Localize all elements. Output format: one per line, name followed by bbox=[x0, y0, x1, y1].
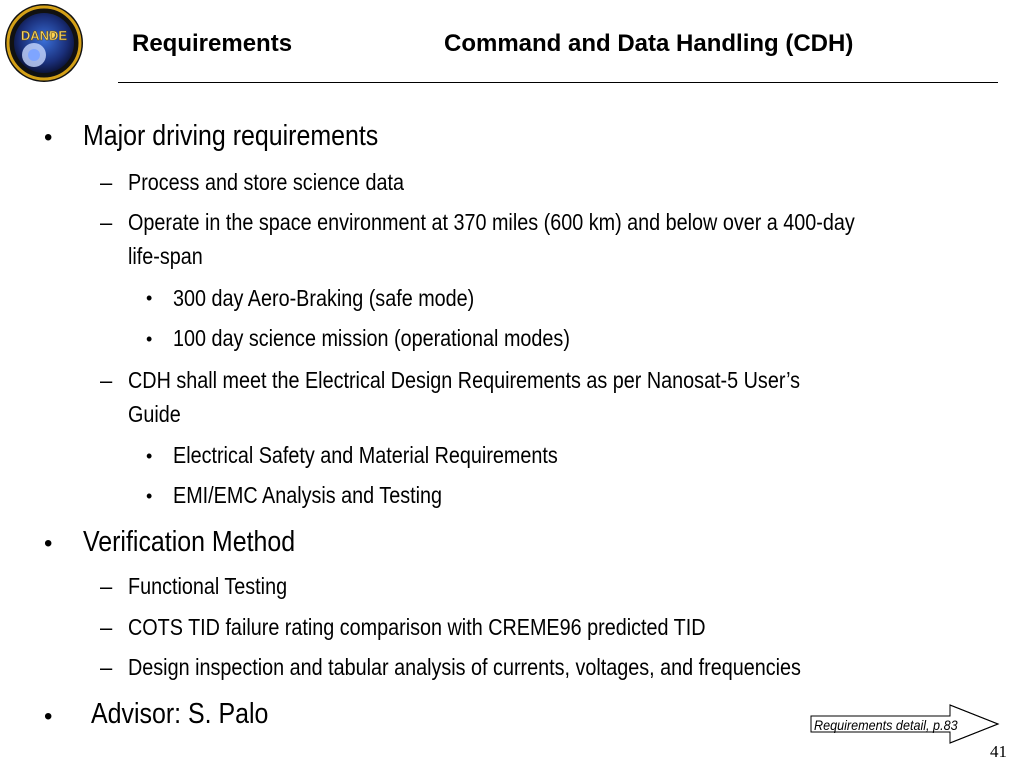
bullet-marker: • bbox=[44, 703, 53, 730]
bullet-marker: • bbox=[146, 288, 153, 308]
req-science-mission: 100 day science mission (operational modes) bbox=[173, 325, 570, 351]
bullet-marker: • bbox=[44, 124, 53, 151]
bullet-major-requirements: Major driving requirements bbox=[83, 120, 379, 152]
bullet-verification-method: Verification Method bbox=[83, 526, 296, 558]
req-process-store: Process and store science data bbox=[128, 169, 404, 195]
dash-marker: – bbox=[100, 615, 113, 640]
req-space-env-line1: Operate in the space environment at 370 miles (600 km) and below over a 400-day bbox=[128, 209, 855, 235]
bullet-advisor: Advisor: S. Palo bbox=[91, 698, 269, 730]
ver-cots-tid: COTS TID failure rating comparison with CREME96 predicted TID bbox=[128, 614, 706, 640]
page-number: 41 bbox=[990, 742, 1007, 761]
req-aero-braking: 300 day Aero-Braking (safe mode) bbox=[173, 285, 475, 311]
requirements-detail-link[interactable]: Requirements detail, p.83 bbox=[814, 717, 958, 733]
bullet-marker: • bbox=[146, 486, 153, 506]
svg-text:DANDE: DANDE bbox=[20, 28, 68, 43]
dash-marker: – bbox=[100, 574, 113, 599]
dash-marker: – bbox=[100, 655, 113, 680]
slide-title: Command and Data Handling (CDH) bbox=[444, 30, 854, 57]
dash-marker: – bbox=[100, 368, 113, 393]
bullet-marker: • bbox=[44, 530, 53, 557]
slide-section-title: Requirements bbox=[132, 30, 293, 57]
dash-marker: – bbox=[100, 170, 113, 195]
bullet-marker: • bbox=[146, 329, 153, 349]
ver-design-inspection: Design inspection and tabular analysis of currents, voltages, and frequencies bbox=[128, 654, 801, 680]
bullet-marker: • bbox=[146, 446, 153, 466]
req-electrical-line1: CDH shall meet the Electrical Design Requirements as per Nanosat-5 User’s bbox=[128, 367, 801, 393]
req-space-env-line2: life-span bbox=[128, 243, 203, 269]
ver-functional-testing: Functional Testing bbox=[128, 573, 288, 599]
req-emi-emc: EMI/EMC Analysis and Testing bbox=[173, 482, 442, 508]
dash-marker: – bbox=[100, 210, 113, 235]
req-electrical-line2: Guide bbox=[128, 401, 181, 427]
req-electrical-safety: Electrical Safety and Material Requirements bbox=[173, 442, 558, 468]
